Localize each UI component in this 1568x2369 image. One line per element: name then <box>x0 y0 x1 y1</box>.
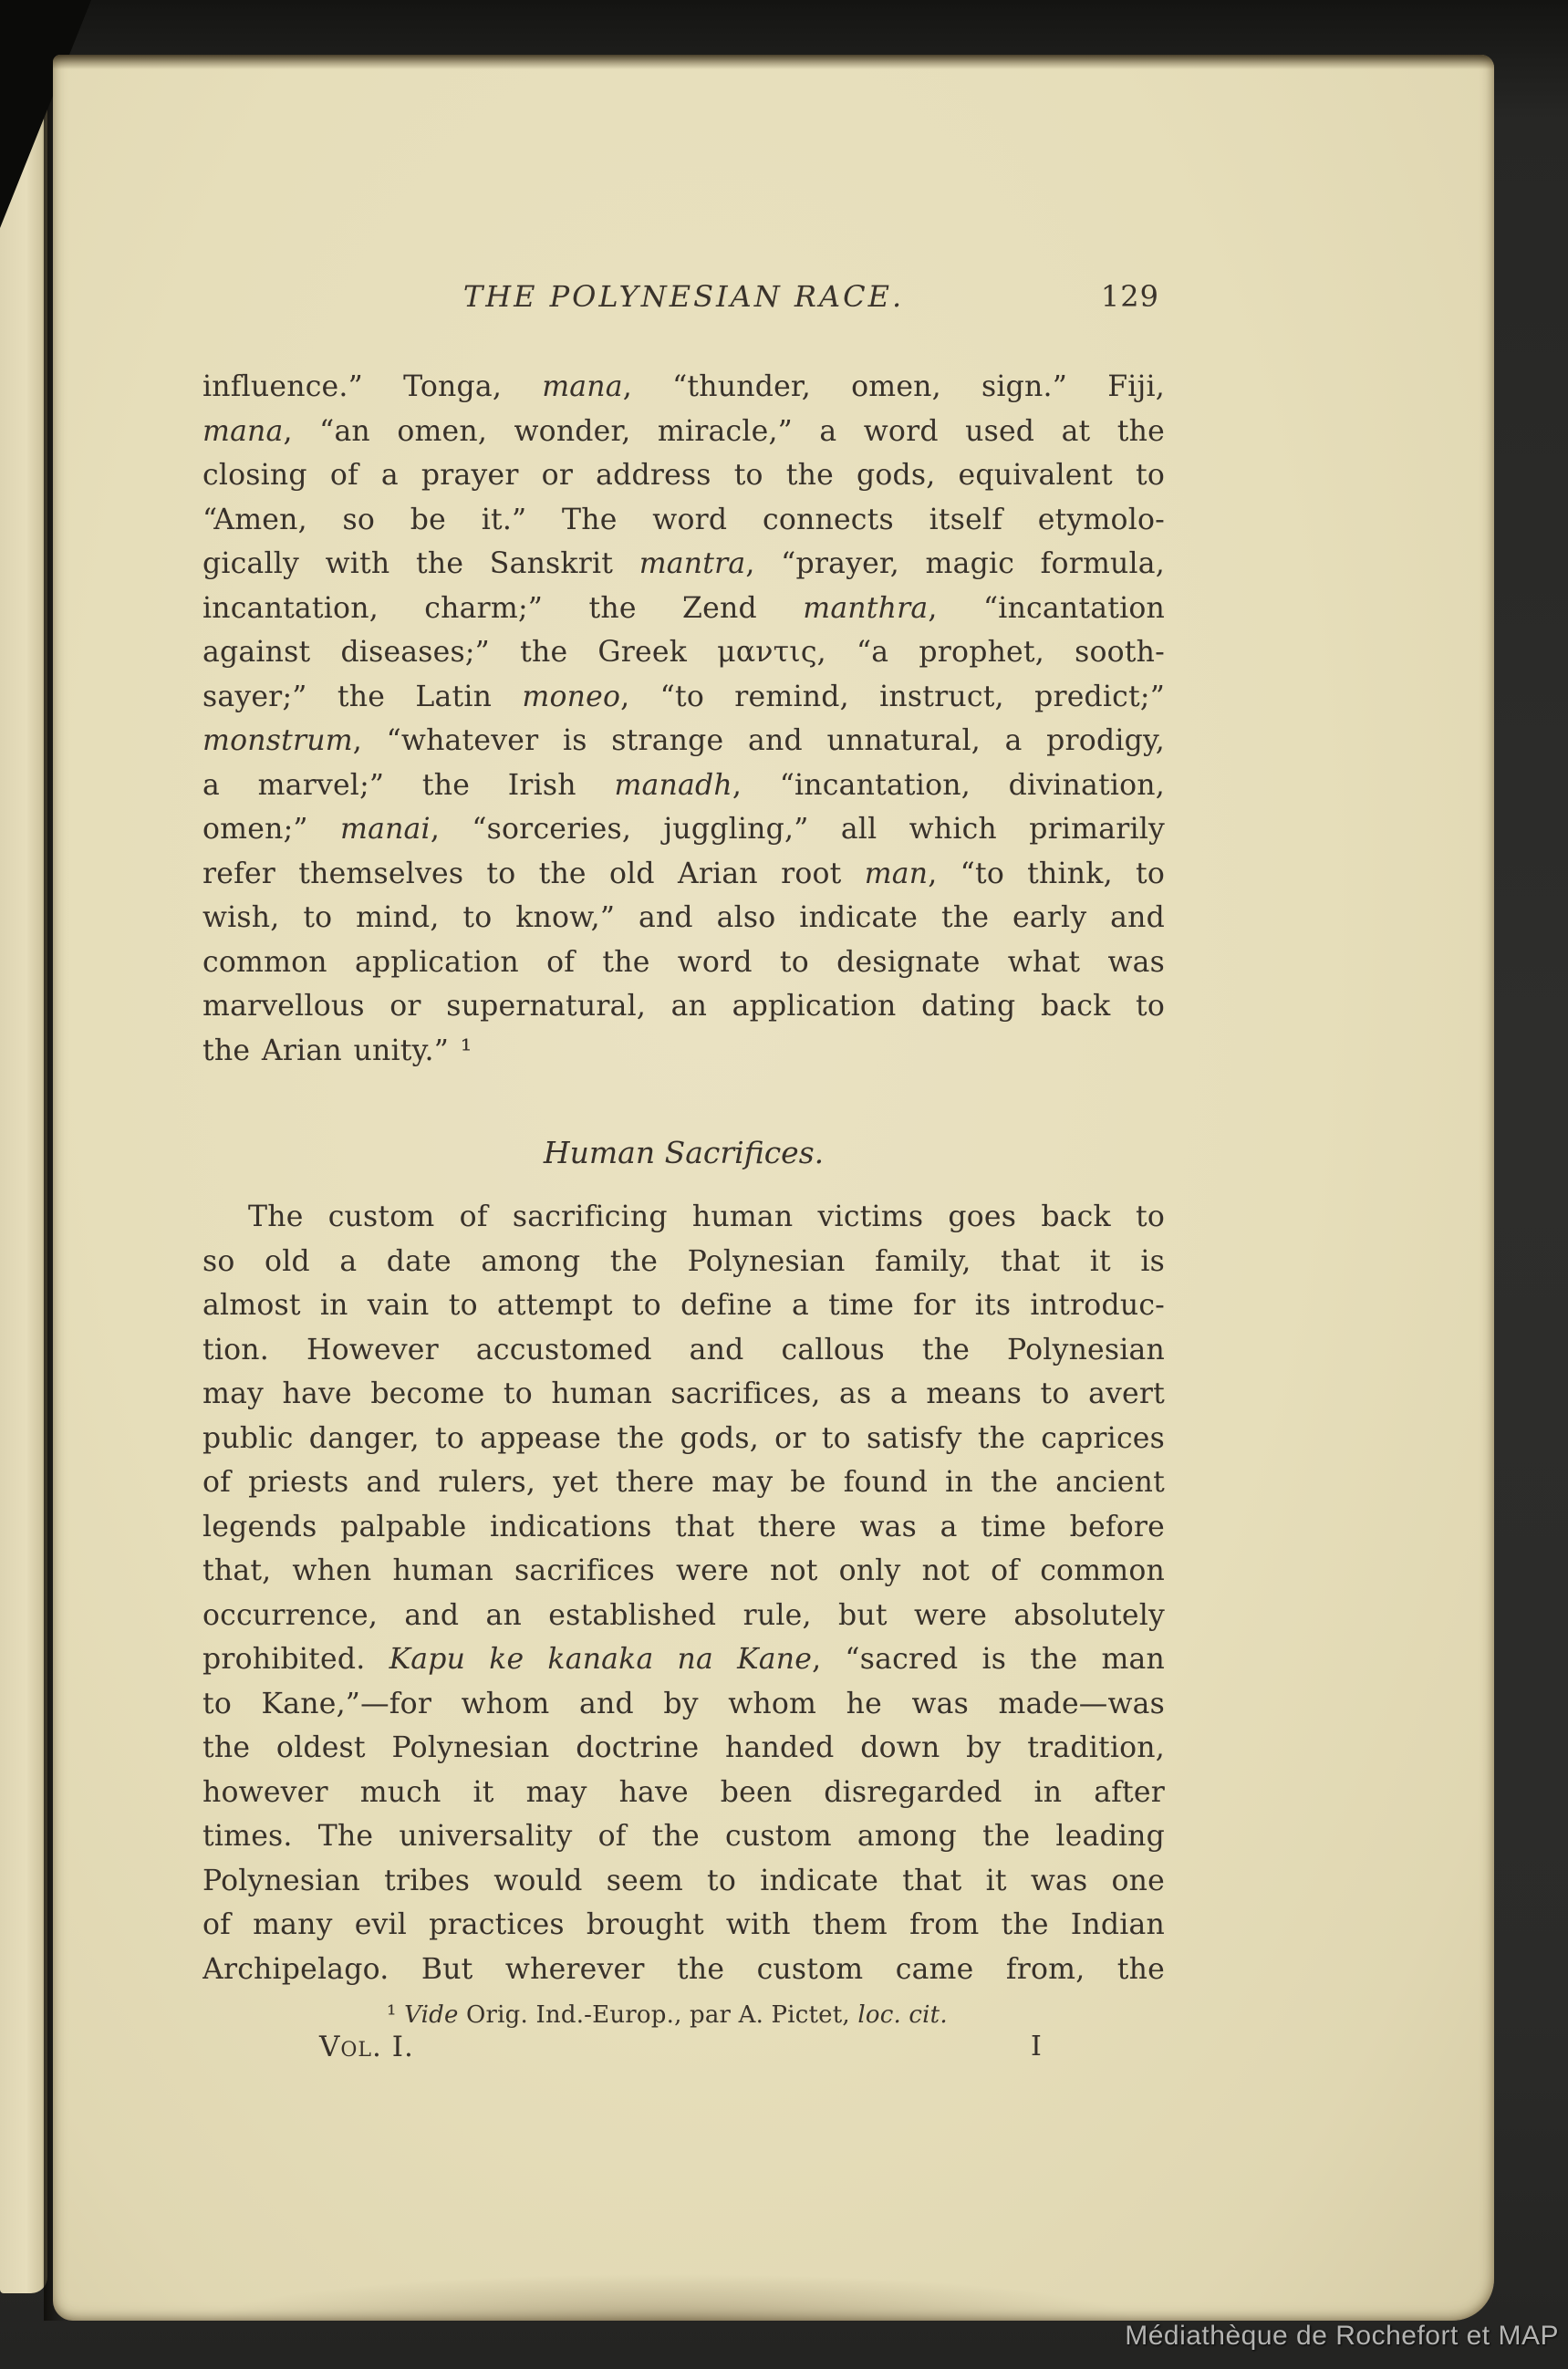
text-line: to Kane,”—for whom and by whom he was made—was <box>202 1687 1165 1720</box>
footnote: ¹ Vide Orig. Ind.-Europ., par A. Pictet, loc. cit. <box>387 2001 948 2029</box>
text-line: The custom of sacrificing human victims goes back to <box>248 1200 1165 1233</box>
page-number: 129 <box>1100 279 1159 314</box>
book-page <box>53 55 1494 2321</box>
section-heading: Human Sacrifices. <box>543 1135 825 1170</box>
text-line: the oldest Polynesian doctrine handed down by tradition, <box>202 1731 1165 1764</box>
footer-line <box>202 2025 1165 2069</box>
text-line: so old a date among the Polynesian family, that it is <box>202 1244 1165 1278</box>
text-line: marvellous or supernatural, an application dating back to <box>202 990 1165 1023</box>
running-title: THE POLYNESIAN RACE. <box>462 279 905 314</box>
text-block <box>202 55 1165 2321</box>
text-line: tion. However accustomed and callous the Polynesian <box>202 1333 1165 1366</box>
text-line: gically with the Sanskrit mantra, “prayer, magic formula, <box>202 547 1165 580</box>
text-line: omen;” manai, “sorceries, juggling,” all which primarily <box>202 813 1165 846</box>
volume-label: Vol. I. <box>319 2031 414 2063</box>
text-line: incantation, charm;” the Zend manthra, “incantation <box>202 591 1165 625</box>
text-line: may have become to human sacrifices, as a means to avert <box>202 1377 1165 1410</box>
paragraph-1 <box>202 365 1165 1073</box>
text-line: common application of the word to designate what was <box>202 945 1165 979</box>
text-line: legends palpable indications that there was a time before <box>202 1510 1165 1543</box>
text-line: public danger, to appease the gods, or to satisfy the caprices <box>202 1421 1165 1455</box>
text-line: wish, to mind, to know,” and also indicate the early and <box>202 901 1165 934</box>
text-line: a marvel;” the Irish manadh, “incantation, divination, <box>202 768 1165 802</box>
text-line: almost in vain to attempt to define a time for its introduc- <box>202 1289 1165 1322</box>
library-watermark: Médiathèque de Rochefort et MAP <box>1125 2321 1559 2351</box>
text-line: sayer;” the Latin moneo, “to remind, instruct, predict;” <box>202 680 1165 713</box>
text-line: monstrum, “whatever is strange and unnatural, a prodigy, <box>202 724 1165 757</box>
text-line: against diseases;” the Greek μαντις, “a prophet, sooth- <box>202 636 1165 669</box>
text-line: times. The universality of the custom among the leading <box>202 1820 1165 1853</box>
text-line: closing of a prayer or address to the gods, equivalent to <box>202 459 1165 492</box>
text-line: mana, “an omen, wonder, miracle,” a word used at the <box>202 414 1165 448</box>
signature-mark: I <box>1031 2031 1042 2062</box>
text-line: Archipelago. But wherever the custom came from, the <box>202 1952 1165 1986</box>
text-line: of many evil practices brought with them from the Indian <box>202 1908 1165 1941</box>
text-line: “Amen, so be it.” The word connects itself etymolo- <box>202 503 1165 536</box>
text-line: however much it may have been disregarded in after <box>202 1775 1165 1809</box>
text-line: that, when human sacrifices were not only not of common <box>202 1554 1165 1587</box>
text-line: Polynesian tribes would seem to indicate that it was one <box>202 1864 1165 1897</box>
paragraph-2 <box>202 1195 1165 1991</box>
text-line: influence.” Tonga, mana, “thunder, omen, sign.” Fiji, <box>202 370 1165 403</box>
text-line: of priests and rulers, yet there may be found in the ancient <box>202 1466 1165 1499</box>
text-line: refer themselves to the old Arian root man, “to think, to <box>202 857 1165 890</box>
text-line: the Arian unity.” ¹ <box>202 1034 472 1067</box>
text-line: prohibited. Kapu ke kanaka na Kane, “sacred is the man <box>202 1643 1165 1676</box>
text-line: occurrence, and an established rule, but were absolutely <box>202 1598 1165 1632</box>
facing-page-edge <box>0 60 47 2293</box>
